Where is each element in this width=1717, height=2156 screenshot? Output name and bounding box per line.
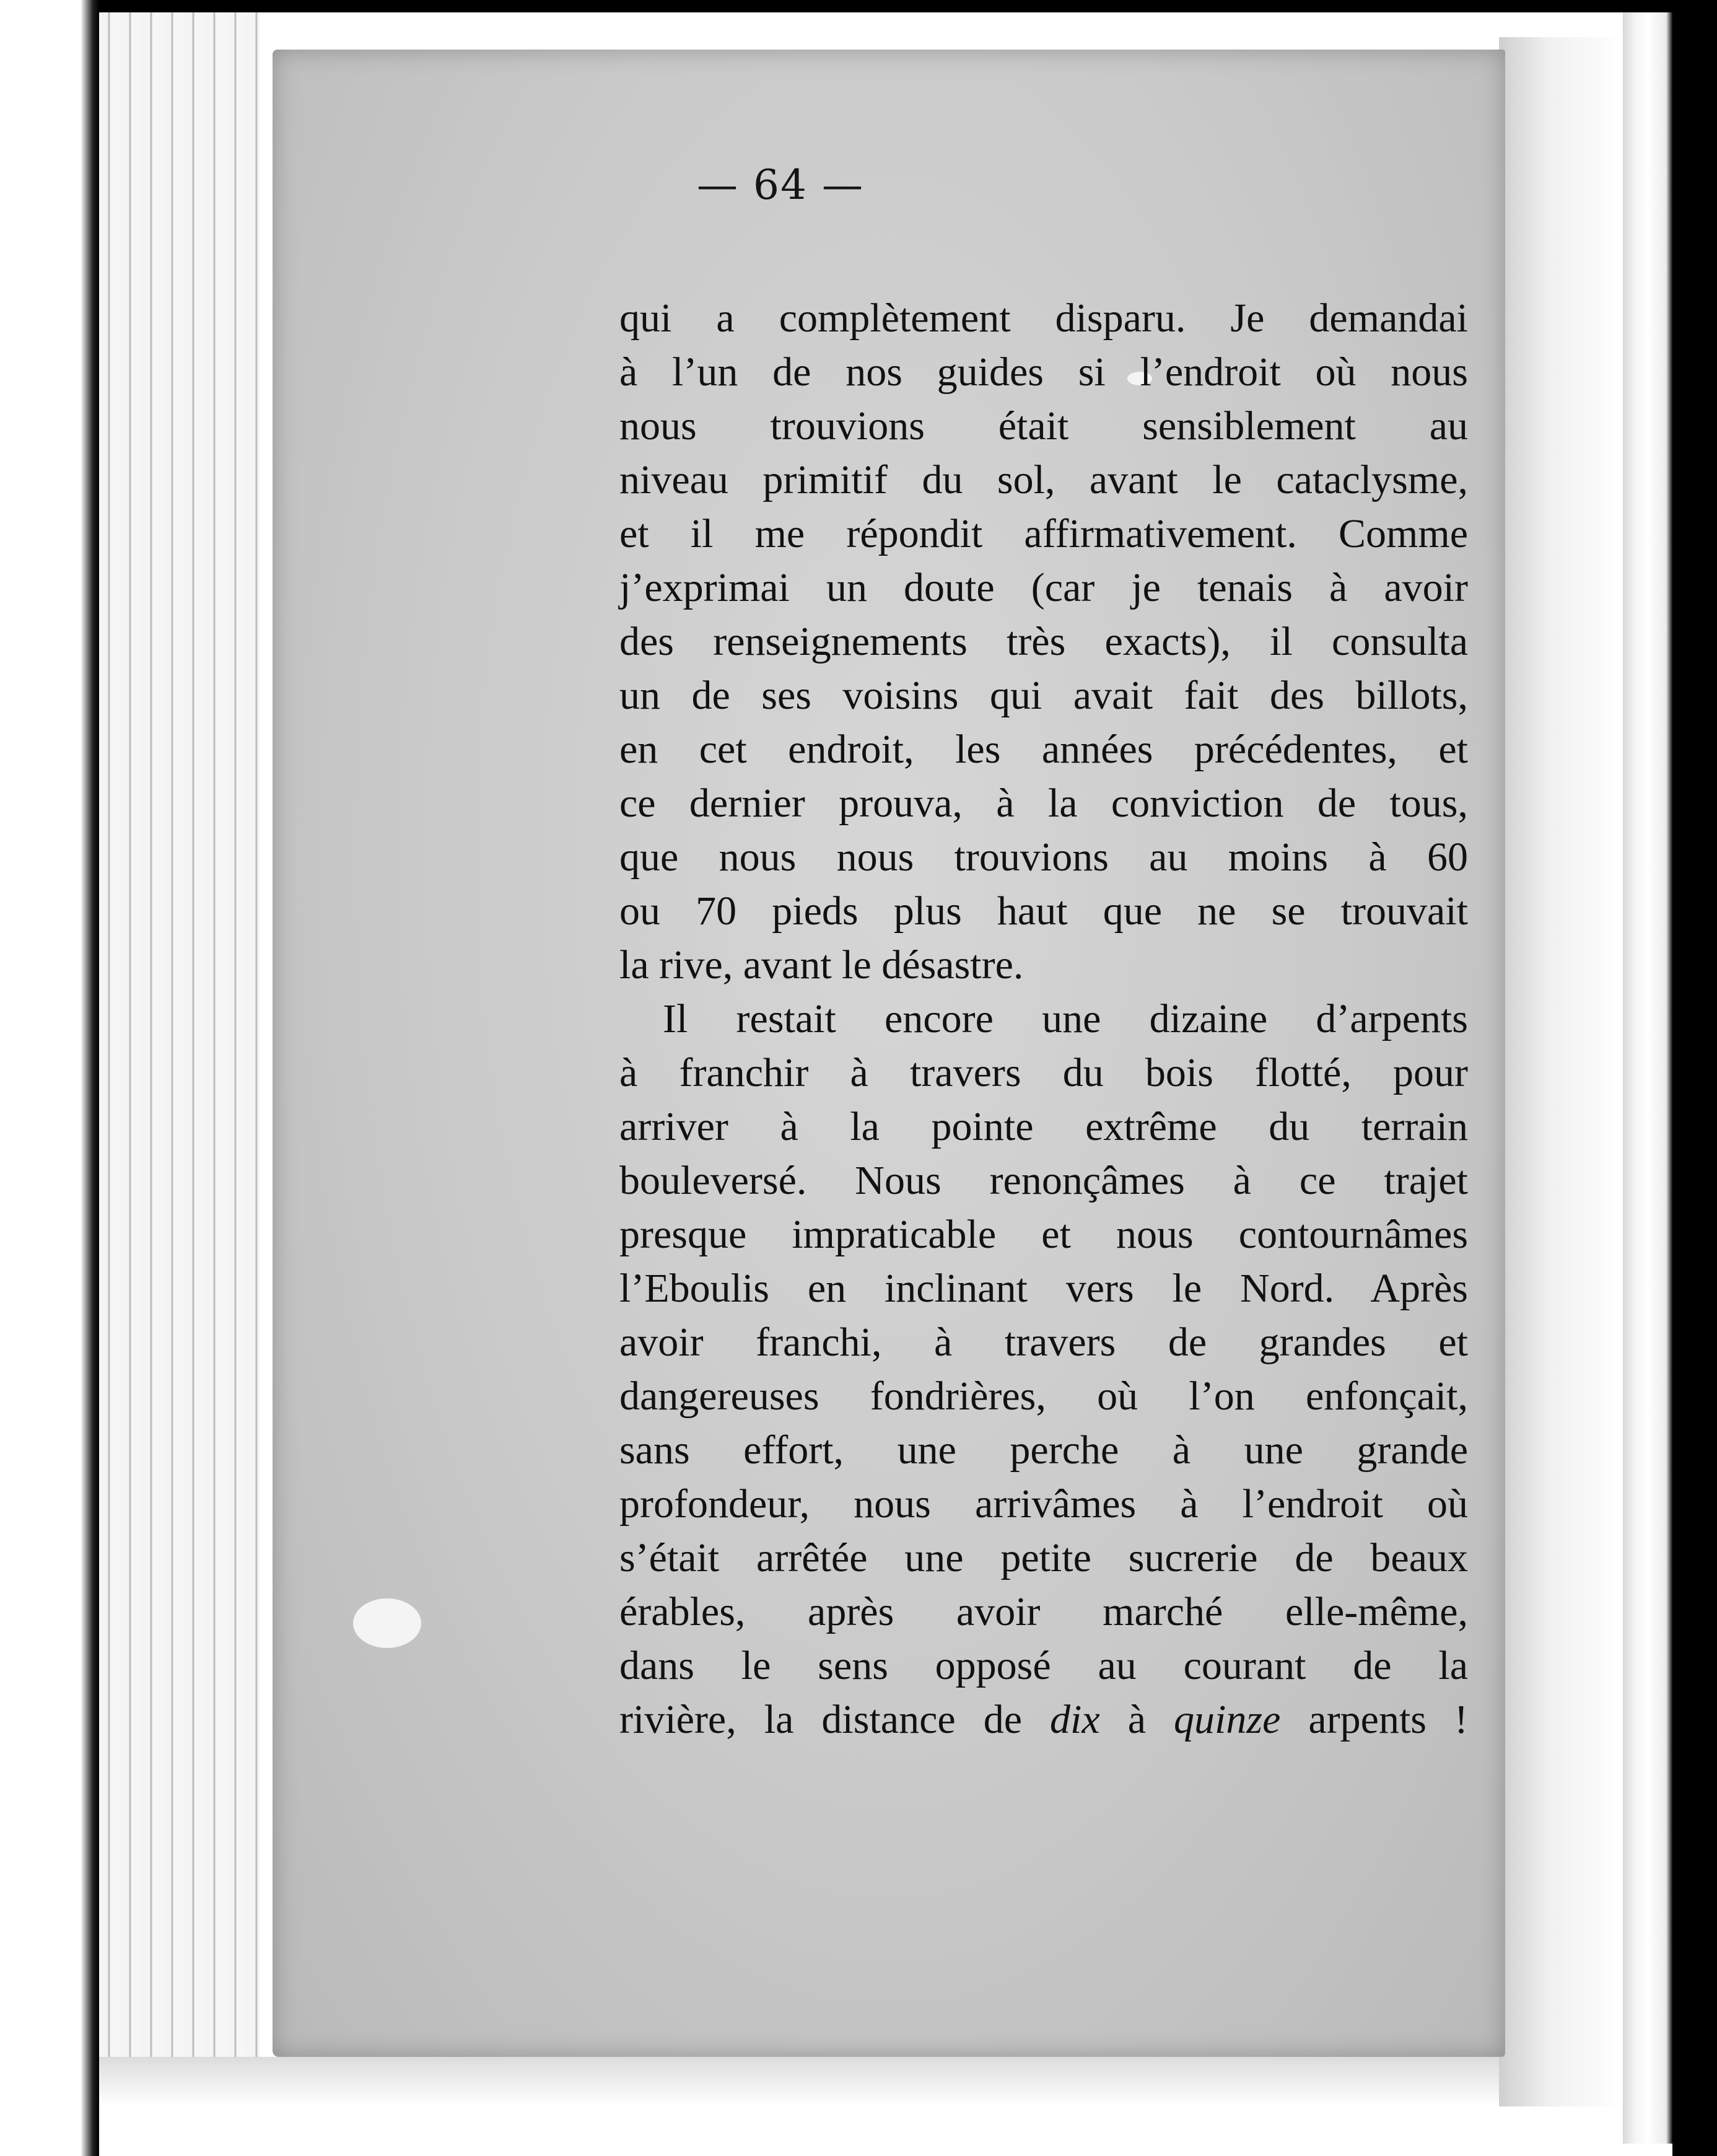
paper-blemish [353,1598,421,1648]
text-line: un de ses voisins qui avait fait des billots, [619,673,1468,718]
text-line: et il me répondit affirmativement. Comme [619,511,1468,556]
italic-word-quinze: quinze [1174,1697,1281,1742]
text-run: à [1099,1697,1174,1742]
text-line-final [619,1693,1468,1746]
text-line: qui a complètement disparu. Je demandai [619,296,1468,341]
gutter-right [1499,37,1623,2106]
text-line: avoir franchi, à travers de grandes et [619,1320,1468,1365]
text-line: ou 70 pieds plus haut que ne se trouvait [619,888,1468,934]
body-text [619,291,1468,1746]
text-run: rivière, la distance de [619,1697,1051,1742]
text-line: niveau primitif du sol, avant le cataclysme, [619,457,1468,502]
italic-word-dix: dix [1050,1697,1100,1742]
text-line: presque impraticable et nous contournâmes [619,1212,1468,1257]
text-line: Il restait encore une dizaine d’arpents [663,996,1468,1041]
text-line: bouleversé. Nous renonçâmes à ce trajet [619,1158,1468,1203]
text-line: que nous nous trouvions au moins à 60 [619,835,1468,880]
text-line: en cet endroit, les années précédentes, et [619,727,1468,772]
scan-border-left [0,0,99,2156]
text-line: nous trouvions était sensiblement au [619,403,1468,449]
scan-border-right [1672,0,1717,2156]
scan-border-top [0,0,1717,12]
text-line: à l’un de nos guides si l’endroit où nous [619,349,1468,395]
page-edges-bottom [99,2057,1598,2106]
text-run: arpents ! [1280,1697,1469,1742]
facing-page-edge [1623,12,1672,2144]
text-line: arriver à la pointe extrême du terrain [619,1104,1468,1149]
page-edges-left [99,12,260,2057]
text-line: des renseignements très exacts), il consulta [619,619,1468,664]
text-line: dans le sens opposé au courant de la [619,1643,1468,1688]
page-number: — 64 — [697,161,864,209]
text-line: l’Eboulis en inclinant vers le Nord. Après [619,1266,1468,1311]
text-line: profondeur, nous arrivâmes à l’endroit où [619,1481,1468,1527]
text-line: la rive, avant le désastre. [619,942,1024,988]
text-line: s’était arrêtée une petite sucrerie de beaux [619,1535,1468,1580]
text-line: ce dernier prouva, à la conviction de tous, [619,781,1468,826]
text-line: sans effort, une perche à une grande [619,1427,1468,1473]
text-line: érables, après avoir marché elle-même, [619,1589,1468,1634]
text-line: j’exprimai un doute (car je tenais à avoir [619,565,1468,610]
text-line: dangereuses fondrières, où l’on enfonçait, [619,1374,1468,1419]
text-line: à franchir à travers du bois flotté, pour [619,1050,1468,1095]
